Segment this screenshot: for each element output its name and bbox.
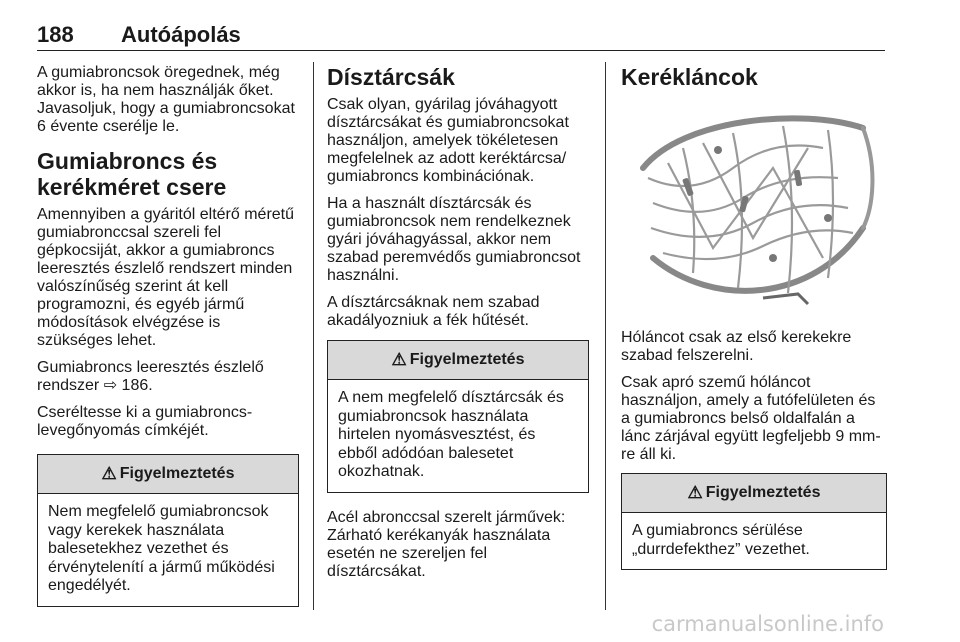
paragraph: Csak apró szemű hóláncot használjon, amely a futófelületen és a gumiabroncs belső oldalfalán a lánc zárjával együtt legfeljebb 9 mm-re áll ki.	[621, 374, 881, 463]
heading-snow-chains: Kerékláncok	[621, 64, 758, 90]
paragraph: A dísztárcsáknak nem szabad akadályozniuk a fék hűtését.	[327, 294, 540, 329]
warning-header	[38, 455, 298, 494]
column-2	[327, 64, 589, 590]
paragraph: Amennyiben a gyáritól eltérő méretű gumiabronccsal szereli fel gépkocsiját, akkor a gumiabroncs leeresztés észlelő rendszert minden valószínűség szerint át kell programozni, és egyéb jármű módosítások elvégzése is szükséges lehet.	[37, 206, 295, 349]
paragraph: Hóláncot csak az első kerekekre szabad felszerelni.	[621, 329, 852, 364]
warning-title: Figyelmeztetés	[119, 465, 235, 482]
intro-paragraph: A gumiabroncsok öregednek, még akkor is, ha nem használják őket. Javasoljuk, hogy a gumiabroncsokat 6 évente cserélje le.	[37, 64, 295, 135]
warning-triangle-icon: ⚠	[101, 464, 117, 483]
warning-triangle-icon: ⚠	[687, 483, 703, 502]
warning-title: Figyelmeztetés	[705, 484, 821, 501]
column-divider	[313, 62, 314, 610]
snow-chain-illustration	[623, 108, 885, 314]
column-3	[621, 64, 887, 570]
warning-text: A nem megfelelő dísztárcsák és gumiabroncsok használata hirtelen nyomásvesztést, és ebből adódóan balesetet okozhatnak.	[338, 389, 564, 480]
section-title: Autóápolás	[121, 22, 241, 47]
warning-header	[622, 474, 886, 513]
warning-box	[621, 473, 887, 570]
page-header	[37, 10, 885, 51]
page-number: 188	[37, 22, 74, 47]
warning-triangle-icon: ⚠	[391, 350, 407, 369]
watermark: carmanualsonline.info	[651, 612, 884, 636]
paragraph: Cseréltesse ki a gumiabroncs-levegőnyomás címkéjét.	[37, 404, 253, 439]
paragraph: Csak olyan, gyárilag jóváhagyott dísztárcsákat és gumiabroncsokat használjon, amelyek tökéletesen megfelelnek az adott keréktárcsa/ gumiabroncs kombinációnak.	[327, 96, 569, 185]
heading-hubcaps: Dísztárcsák	[327, 64, 455, 90]
warning-box	[327, 340, 589, 493]
warning-text: Nem megfelelő gumiabroncsok vagy kerekek használata balesetekhez vezethet és érvénytelenítí a jármű működési engedélyét.	[48, 503, 275, 594]
paragraph: Ha a használt dísztárcsák és gumiabroncsok nem rendelkeznek gyári jóváhagyással, akkor nem szabad peremvédős gumiabroncsot használni.	[327, 195, 581, 284]
warning-text: A gumiabroncs sérülése „durrdefekthez” vezethet.	[632, 522, 810, 558]
paragraph: Acél abronccsal szerelt járművek: Zárható kerékanyák használata esetén ne szereljen fel dísztárcsákat.	[327, 508, 566, 580]
warning-box	[37, 454, 299, 607]
cross-reference: Gumiabroncs leeresztés észlelő rendszer ⇨ 186.	[37, 359, 264, 394]
column-divider	[605, 62, 606, 610]
warning-title: Figyelmeztetés	[409, 351, 525, 368]
warning-header	[328, 341, 588, 380]
heading-tire-change: Gumiabroncs és kerékméret csere	[37, 148, 227, 200]
column-1	[37, 64, 299, 607]
